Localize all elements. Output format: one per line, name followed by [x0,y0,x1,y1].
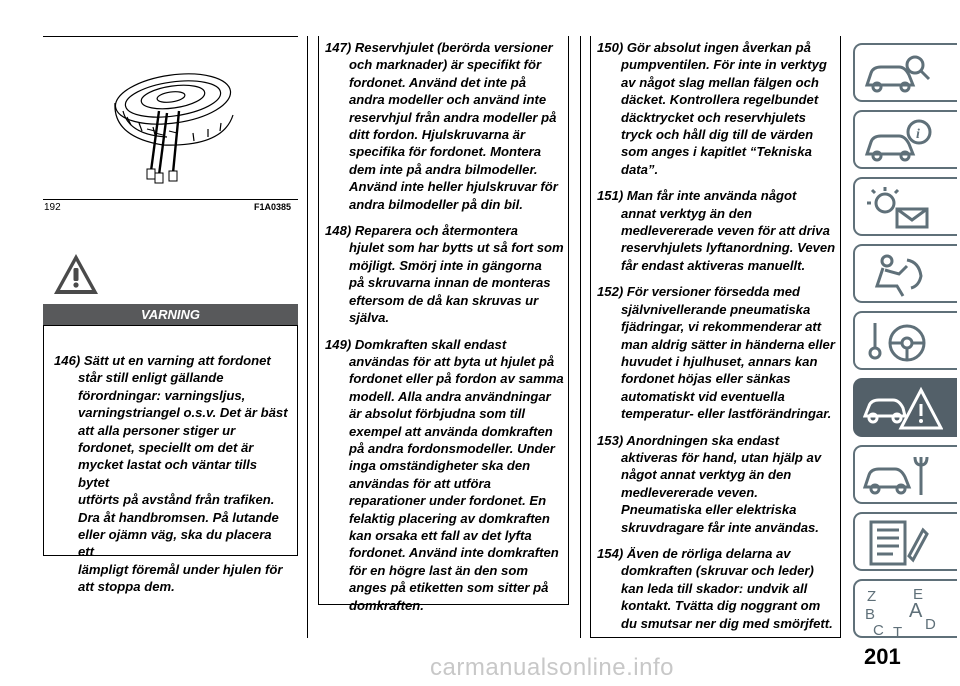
figure-code: F1A0385 [254,202,292,212]
page-number: 201 [864,644,901,669]
tab-starting-driving[interactable] [853,311,957,370]
car-tools-icon [863,453,935,499]
index-letter: E [913,587,924,603]
tab-car-info[interactable] [853,110,957,169]
warning-notes-left [43,325,298,595]
column-divider-right [580,36,581,638]
tab-index[interactable] [853,579,957,638]
warning-note-item: 148) Reparera och återmontera hjulet som har bytts ut så fort som möjligt. Smörj inte in gängorna på skruvarna innan de monteras eftersom de då kan skruvas ur själva. [325,223,564,326]
warning-note-item: 149) Domkraften skall endast användas för att byta ut hjulet på fordonet eller på fordon av samma modell. Alla andra användningar är absolut förbjudna som till exempel att använda domkraften på andra fordonsmodeller. Under inga omständigheter ska den användas för att utföra reparationer under fordonet. En felaktig placering av domkraften kan orsaka ett fall av det lyfta fordonet. Använd inte domkraften för en högre last än den som anges på etiketten som sitter på domkraften. [325,336,564,613]
tab-maintenance[interactable] [853,445,957,504]
index-letter: A [909,600,923,622]
warning-note-item: 147) Reservhjulet (berörda versioner och marknader) är specifikt för fordonet. Använd det inte på andra modeller och använd inte reservhjul från andra modeller på ditt fordon. Hjulskruvarna är specifika för fordonet. Montera dem inte på andra bilmodeller. Använd inte heller hjulskruvar för andra bilmodeller på din bil. [325,40,558,212]
seat-airbag-icon [863,252,935,298]
warning-note-item: 152) För versioner försedda med självnivellerande pneumatiska fjädringar, vi rekommenderar att man aldrig sätter in händerna eller huvudet i hjulhuset, annars kan fordonet höjas eller sänkas automatiskt vid eventuella temperatur- eller lastförändringar. [597,284,835,422]
tab-safety[interactable] [853,244,957,303]
tab-emergency[interactable] [853,378,957,437]
warning-triangle-icon [52,252,100,296]
warning-title-bar: VARNING [43,304,298,325]
index-letter: D [925,616,936,633]
column-divider-left [307,36,308,638]
index-letter: B [865,606,876,623]
spare-wheel-illustration [43,37,298,205]
warning-note-item: 151) Man får inte använda något annat verktyg än den medlevererade veven för att driva reservhjulets lyftanordning. Veven får endast aktiveras manuellt. [597,188,836,273]
index-letter: C [873,622,884,637]
warning-note-item: 150) Gör absolut ingen åverkan på pumpventilen. För inte in verktyg av något slag mellan fälgen och däcket. Kontrollera regelbundet däcktrycket och reservhjulets tryck och håll dig till de värden som anges i kapitlet “Tekniska data”. [597,40,827,177]
tab-car-search[interactable] [853,43,957,102]
lights-envelope-icon [863,185,935,231]
car-search-icon [863,51,935,97]
alphabet-index-icon [863,587,943,637]
figure-bottom-rule [43,199,298,200]
tab-lights-messages[interactable] [853,177,957,236]
index-letter: Z [867,588,877,605]
index-letter: T [893,624,903,637]
car-info-icon [863,118,935,164]
svg-text:i: i [916,127,920,142]
warning-note-item: 154) Även de rörliga delarna av domkraften (skruvar och leder) kan leda till skador: undvik all kontakt. Tvätta dig noggrant om du smutsar ner dig med smörjfett. [597,545,833,631]
technical-data-list-icon [863,520,935,566]
warning-note-item: 146) Sätt ut en varning att fordonet står still enligt gällande förordningar: varningsljus, varningstriangel o.s.v. Det är bäst att alla personer stiger ur fordonet, speciellt om det är mycket lastat och väntar tills bytet utförts på avstånd från trafiken. Dra åt handbromsen. På lutande eller ojämn väg, ska du placera ett lämpligt föremål under hjulen för att stoppa dem. [54,353,288,595]
figure-number: 192 [44,202,61,213]
warning-note-item: 153) Anordningen ska endast aktiveras för hand, utan hjälp av något annat verktyg än den medlevererade veven. Pneumatiska eller elektriska skruvdragare får inte användas. [597,432,822,535]
car-warning-triangle-icon [863,386,943,432]
warning-notes-middle [318,36,569,613]
steering-wheel-icon [863,319,935,365]
watermark: carmanualsonline.info [430,654,674,681]
warning-notes-right [590,36,841,638]
tab-technical-data[interactable] [853,512,957,571]
